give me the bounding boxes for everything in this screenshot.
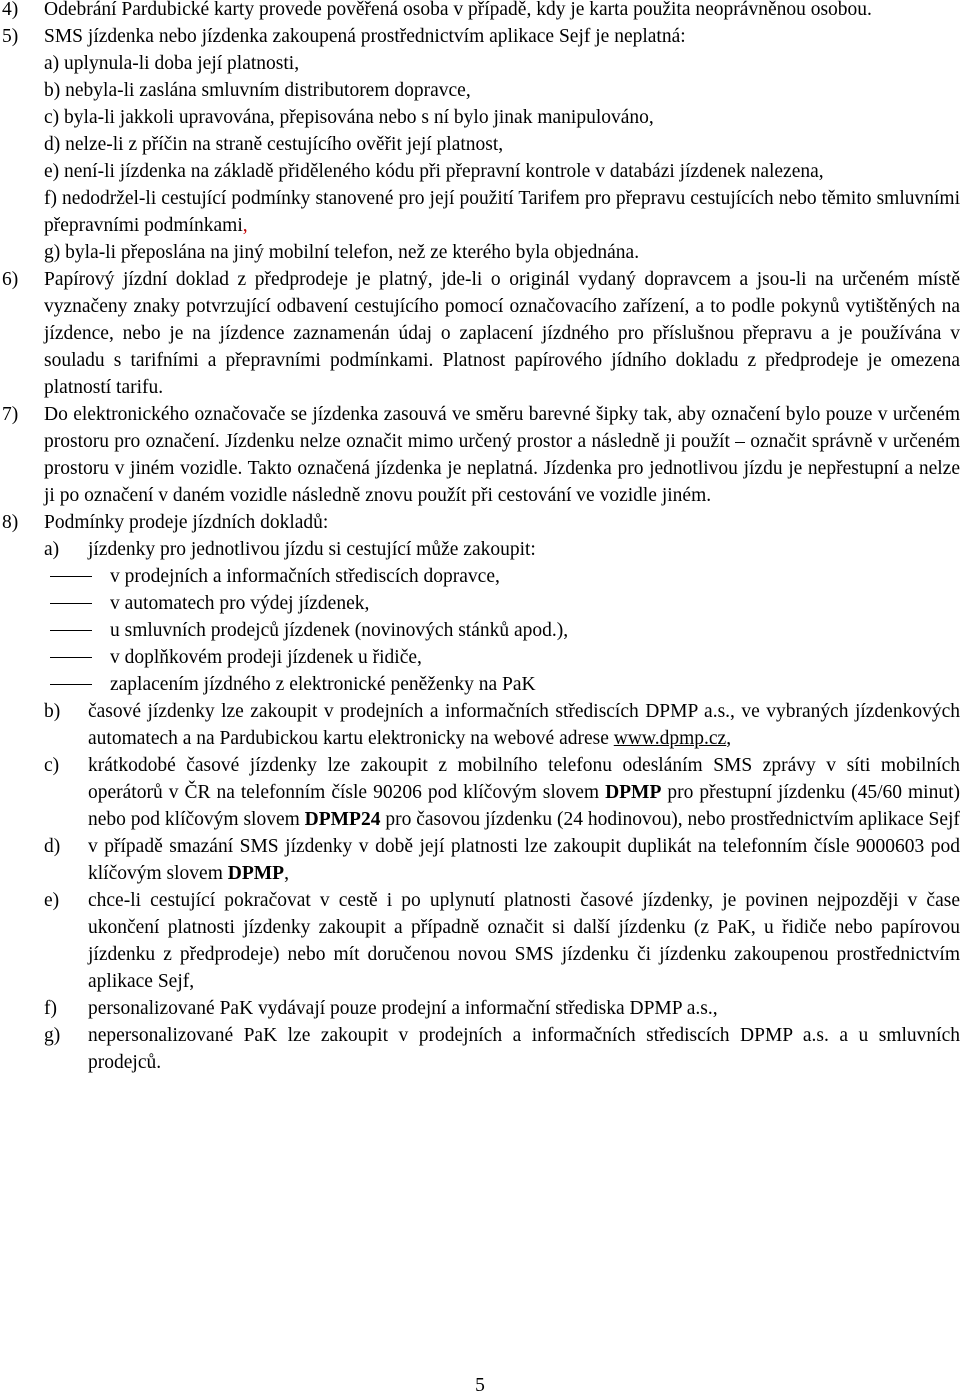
keyword-dpmp24: DPMP24 <box>304 809 381 830</box>
item-7 <box>0 401 960 509</box>
dash-line <box>50 684 92 685</box>
sub-item-d: d) nelze-li z příčin na straně cestujícího ověřit její platnost, <box>44 134 504 155</box>
sub-letter: a) <box>44 539 60 560</box>
website-link[interactable]: www.dpmp.cz <box>613 728 727 749</box>
dash-item-1 <box>0 563 960 590</box>
keyword-dpmp: DPMP <box>605 782 662 803</box>
item-text: Odebrání Pardubické karty provede pověřená osoba v případě, kdy je karta použita neoprávněnou osobou. <box>44 0 872 20</box>
dash-text: u smluvních prodejců jízdenek (novinových stánků apod.), <box>110 620 569 641</box>
sub-letter: d) <box>44 836 61 857</box>
dash-line <box>50 603 92 604</box>
sub-item-8a <box>44 536 960 563</box>
sub-item-8f <box>44 995 960 1022</box>
sub-text: v případě smazání SMS jízdenky v době její platnosti lze zakoupit duplikát na telefonním čísle 9000603 pod klíčovým slovem <box>88 836 960 884</box>
sub-text: chce-li cestující pokračovat v cestě i po uplynutí platnosti časové jízdenky, je povinen nejpozději v čase ukončení platnosti jízdenky zakoupit a případně označit si další jízdenku (z PaK, u řidiče nebo papírovou jízdenku z předprodeje) nebo mít doručenou novou SMS jízdenku či jízdenku zakoupenou prostřednictvím aplikace Sejf, <box>88 890 960 992</box>
dash-line <box>50 657 92 658</box>
item-text: Podmínky prodeje jízdních dokladů: <box>44 512 329 533</box>
sub-text-tail: , <box>284 863 289 884</box>
keyword-dpmp: DPMP <box>227 863 285 884</box>
sub-text: jízdenky pro jednotlivou jízdu si cestující může zakoupit: <box>88 539 536 560</box>
sub-text-tail: , <box>726 728 732 749</box>
item-number: 8) <box>2 512 19 533</box>
sub-text: nepersonalizované PaK lze zakoupit v prodejních a informačních střediscích DPMP a.s. a u smluvních prodejců. <box>88 1025 960 1073</box>
sub-item-8e <box>44 887 960 995</box>
page-number: 5 <box>475 1375 485 1396</box>
sub-text: personalizované PaK vydávají pouze prodejní a informační střediska DPMP a.s., <box>88 998 718 1019</box>
item-text: SMS jízdenka nebo jízdenka zakoupená prostřednictvím aplikace Sejf je neplatná: <box>44 26 686 47</box>
sub-item-e: e) není-li jízdenka na základě přiděleného kódu při přepravní kontrole v databázi jízdenek nalezena, <box>44 161 824 182</box>
sub-item-g: g) byla-li přeposlána na jiný mobilní telefon, než ze kterého byla objednána. <box>44 242 640 263</box>
dash-item-5 <box>0 671 960 698</box>
dash-text: zaplacením jízdného z elektronické peněženky na PaK <box>110 674 536 695</box>
item-8-continued <box>0 698 960 1076</box>
sub-item-a: a) uplynula-li doba její platnosti, <box>44 53 300 74</box>
red-comma: , <box>242 215 248 236</box>
item-text: Papírový jízdní doklad z předprodeje je platný, jde-li o originál vydaný dopravcem a jsou-li na určeném místě vyznačeny znaky potvrzující odbavení cestujícího pomocí označovacího zařízení, a to podle pokynů vytištěných na jízdence, nebo je na jízdence zaznamenán údaj o zaplacení jízdného pro příslušnou přepravu a je používána v souladu s tarifními a přepravními podmínkami. Platnost papírového jídního dokladu z předprodeje je omezena platností tarifu. <box>44 269 960 398</box>
dash-text: v prodejních a informačních střediscích dopravce, <box>110 566 500 587</box>
item-8 <box>0 509 960 563</box>
dash-item-4 <box>0 644 960 671</box>
sub-letter: e) <box>44 890 60 911</box>
sub-item-8d <box>44 833 960 887</box>
item-6 <box>0 266 960 401</box>
item-number: 6) <box>2 269 19 290</box>
sub-letter: b) <box>44 701 61 722</box>
dash-text: v doplňkovém prodeji jízdenek u řidiče, <box>110 647 422 668</box>
sub-item-8c <box>44 752 960 833</box>
sub-item-b: b) nebyla-li zaslána smluvním distributorem dopravce, <box>44 80 471 101</box>
sub-letter: c) <box>44 755 60 776</box>
dash-line <box>50 576 92 577</box>
sub-text: pro přestupní jízdenku (45/60 minut) nebo pod klíčovým slovem <box>88 782 960 830</box>
sub-text: pro časovou jízdenku (24 hodinovou), nebo prostřednictvím aplikace Sejf <box>380 809 960 830</box>
item-text: Do elektronického označovače se jízdenka zasouvá ve směru barevné šipky tak, aby označení bylo pouze v určeném prostoru pro označení. Jízdenku nelze označit mimo určený prostor a následně ji použít – označit správně v určeném prostoru v jiném vozidle. Takto označená jízdenka je neplatná. Jízdenka pro jednotlivou jízdu je nepřestupní a nelze ji po označení v daném vozidle následně znovu použít při cestování ve vozidle jiném. <box>44 404 960 506</box>
dash-item-3 <box>0 617 960 644</box>
sub-text: časové jízdenky lze zakoupit v prodejních a informačních střediscích DPMP a.s., ve vybraných jízdenkových automatech a na Pardubickou kartu elektronicky na webové adrese <box>88 701 960 749</box>
sub-item-f-text: f) nedodržel-li cestující podmínky stanovené pro její použití Tarifem pro přepravu cestujících nebo těmito smluvními přepravními podmínkami <box>44 188 960 236</box>
item-number: 5) <box>2 26 19 47</box>
sub-text: krátkodobé časové jízdenky lze zakoupit z mobilního telefonu odesláním SMS zprávy v síti mobilních operátorů v ČR na telefonním čísle 90206 pod klíčovým slovem <box>88 755 960 803</box>
item-5 <box>0 23 960 266</box>
item-number: 4) <box>2 0 19 20</box>
sub-letter: f) <box>44 998 57 1019</box>
sub-item-8b <box>44 698 960 752</box>
item-4 <box>0 0 960 23</box>
dash-item-2 <box>0 590 960 617</box>
dash-text: v automatech pro výdej jízdenek, <box>110 593 370 614</box>
sub-item-f <box>44 185 960 239</box>
sub-item-c: c) byla-li jakkoli upravována, přepisována nebo s ní bylo jinak manipulováno, <box>44 107 654 128</box>
dash-line <box>50 630 92 631</box>
sub-item-8g <box>44 1022 960 1076</box>
sub-letter: g) <box>44 1025 61 1046</box>
item-number: 7) <box>2 404 19 425</box>
